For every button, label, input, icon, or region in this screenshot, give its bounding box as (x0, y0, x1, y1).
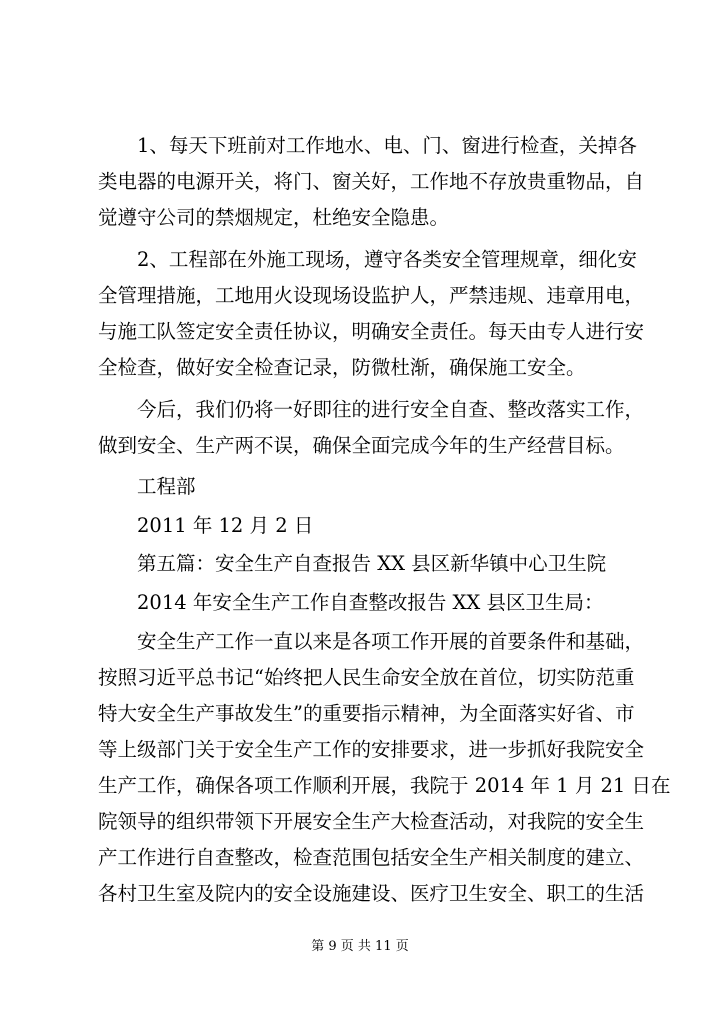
text-line-15: 按照习近平总书记“始终把人民生命安全放在首位，切实防范重 (98, 666, 635, 689)
text-line-9: 做到安全、生产两不误，确保全面完成今年的生产经营目标。 (98, 434, 625, 457)
page-footer: 第 9 页 共 11 页 (311, 939, 409, 954)
text-line-7: 全检查，做好安全检查记录，防微杜渐，确保施工安全。 (98, 356, 586, 379)
text-line-18: 生产工作，确保各项工作顺利开展，我院于 2014 年 1 月 21 日在 (98, 774, 671, 797)
text-line-6: 与施工队签定安全责任协议，明确安全责任。每天由专人进行安 (98, 320, 645, 343)
text-line-21: 各村卫生室及院内的安全设施建设、医疗卫生安全、职工的生活 (98, 882, 645, 905)
text-line-14: 安全生产工作一直以来是各项工作开展的首要条件和基础， (137, 630, 645, 653)
signature-date: 2011 年 12 月 2 日 (137, 514, 314, 537)
section-title: 第五篇：安全生产自查报告 XX 县区新华镇中心卫生院 (137, 552, 607, 575)
text-line-17: 等上级部门关于安全生产工作的安排要求，进一步抓好我院安全 (98, 738, 645, 761)
text-line-2: 类电器的电源开关，将门、窗关好，工作地不存放贵重物品，自 (98, 170, 645, 193)
text-line-19: 院领导的组织带领下开展安全生产大检查活动，对我院的安全生 (98, 810, 645, 833)
text-line-20: 产工作进行自查整改，检查范围包括安全生产相关制度的建立、 (98, 846, 645, 869)
text-line-16: 特大安全生产事故发生”的重要指示精神，为全面落实好省、市 (98, 702, 635, 725)
text-line-5: 全管理措施，工地用火设现场设监护人，严禁违规、违章用电， (98, 284, 645, 307)
text-line-4: 2、工程部在外施工现场，遵守各类安全管理规章，细化安 (137, 248, 637, 271)
text-line-3: 觉遵守公司的禁烟规定，杜绝安全隐患。 (98, 206, 450, 229)
text-line-1: 1、每天下班前对工作地水、电、门、窗进行检查，关掉各 (137, 134, 637, 157)
report-title: 2014 年安全生产工作自查整改报告 XX 县区卫生局： (137, 591, 604, 614)
signature-department: 工程部 (137, 475, 196, 498)
text-line-8: 今后，我们仍将一好即往的进行安全自查、整改落实工作， (137, 398, 645, 421)
